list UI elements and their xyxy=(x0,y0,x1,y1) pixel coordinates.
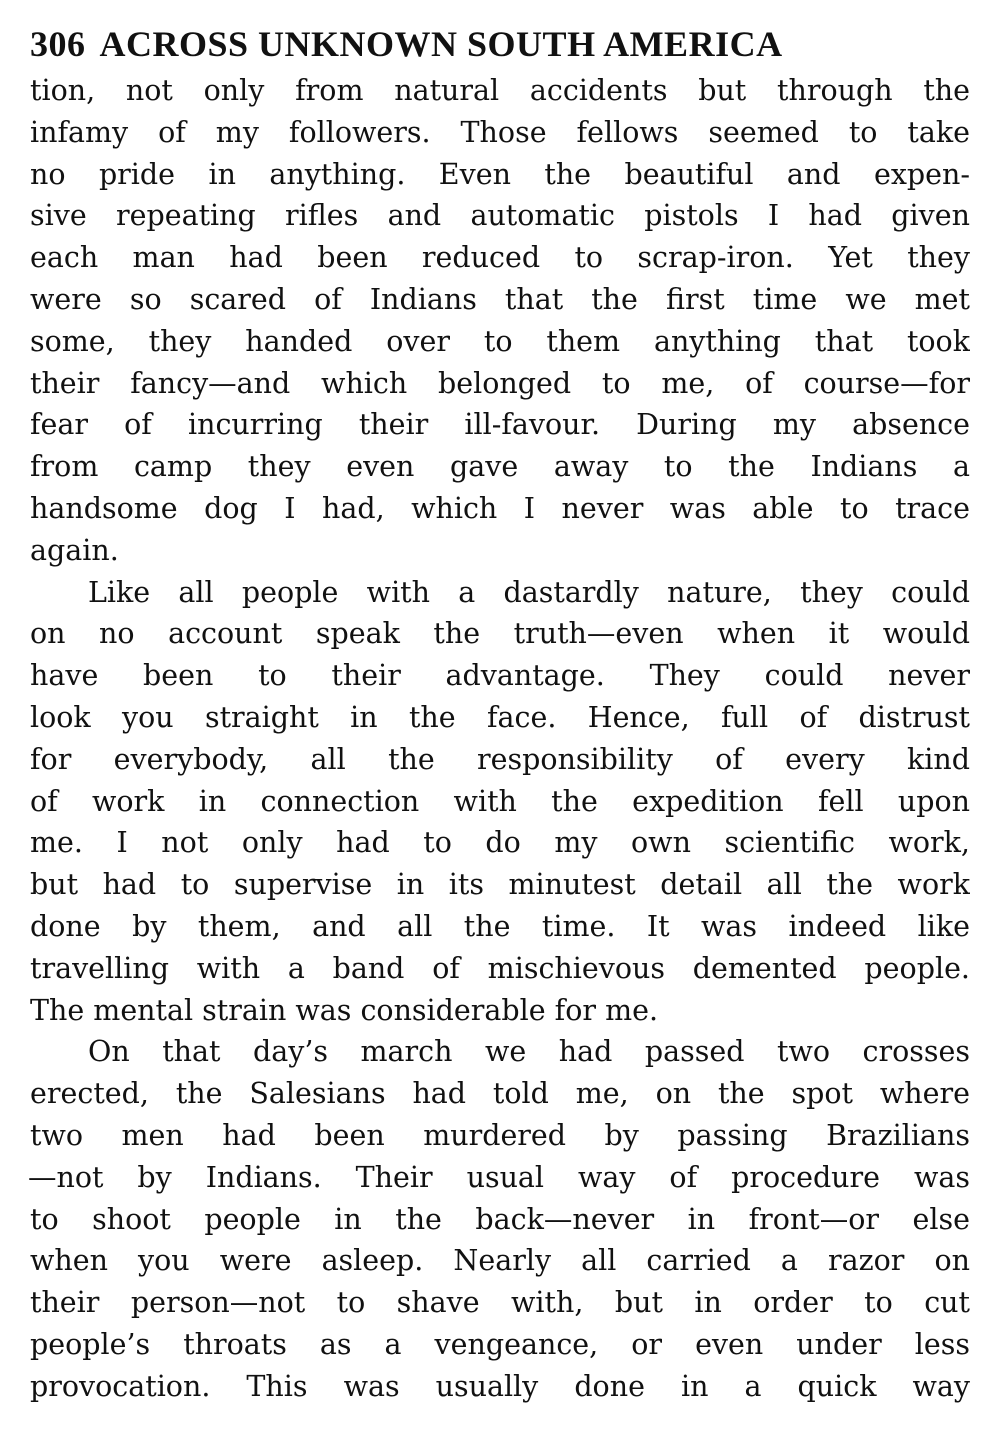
text-line: of work in connection with the expedition fell upon xyxy=(30,784,970,818)
paragraph-3 xyxy=(30,1031,970,1407)
paragraph-1 xyxy=(30,70,970,572)
running-title: ACROSS UNKNOWN SOUTH AMERICA xyxy=(99,24,783,64)
text-line: their fancy—and which belonged to me, of course—for xyxy=(30,366,970,400)
text-line: The mental strain was considerable for me. xyxy=(30,993,659,1027)
text-line: when you were asleep. Nearly all carried a razor on xyxy=(30,1244,970,1278)
book-page xyxy=(30,18,970,1408)
text-line: two men had been murdered by passing Brazilians xyxy=(30,1118,970,1152)
text-line: people’s throats as a vengeance, or even under less xyxy=(30,1327,970,1361)
text-line: me. I not only had to do my own scientific work, xyxy=(30,826,970,860)
text-line: again. xyxy=(30,533,119,567)
text-line: erected, the Salesians had told me, on the spot where xyxy=(30,1077,970,1111)
paragraph-2 xyxy=(30,572,970,1032)
text-line: were so scared of Indians that the first time we met xyxy=(30,282,970,316)
page-number: 306 xyxy=(30,24,86,64)
running-header xyxy=(30,18,970,70)
text-line: have been to their advantage. They could never xyxy=(30,659,970,693)
text-line: each man had been reduced to scrap-iron. Yet they xyxy=(30,241,970,275)
text-line: their person—not to shave with, but in order to cut xyxy=(30,1286,970,1320)
text-line: On that day’s march we had passed two crosses xyxy=(88,1035,970,1069)
text-line: for everybody, all the responsibility of every kind xyxy=(30,742,970,776)
text-line: no pride in anything. Even the beautiful and expen- xyxy=(30,157,970,191)
text-line: to shoot people in the back—never in front—or else xyxy=(30,1202,970,1236)
text-line: look you straight in the face. Hence, full of distrust xyxy=(30,700,970,734)
text-line: Like all people with a dastardly nature, they could xyxy=(88,575,970,609)
text-line: on no account speak the truth—even when it would xyxy=(30,617,970,651)
text-line: done by them, and all the time. It was indeed like xyxy=(30,909,970,943)
body-text xyxy=(30,70,970,1408)
text-line: sive repeating rifles and automatic pistols I had given xyxy=(30,199,970,233)
text-line: tion, not only from natural accidents but through the xyxy=(30,74,970,107)
text-line: but had to supervise in its minutest detail all the work xyxy=(30,868,970,902)
text-line: some, they handed over to them anything that took xyxy=(30,324,970,358)
text-line: from camp they even gave away to the Indians a xyxy=(30,450,970,484)
text-line: handsome dog I had, which I never was able to trace xyxy=(30,491,970,525)
text-line: fear of incurring their ill-favour. During my absence xyxy=(30,408,970,442)
text-line: —not by Indians. Their usual way of procedure was xyxy=(28,1160,970,1194)
text-line: infamy of my followers. Those fellows seemed to take xyxy=(30,115,970,149)
text-line: travelling with a band of mischievous demented people. xyxy=(30,951,970,985)
text-line: provocation. This was usually done in a quick way xyxy=(30,1369,970,1403)
